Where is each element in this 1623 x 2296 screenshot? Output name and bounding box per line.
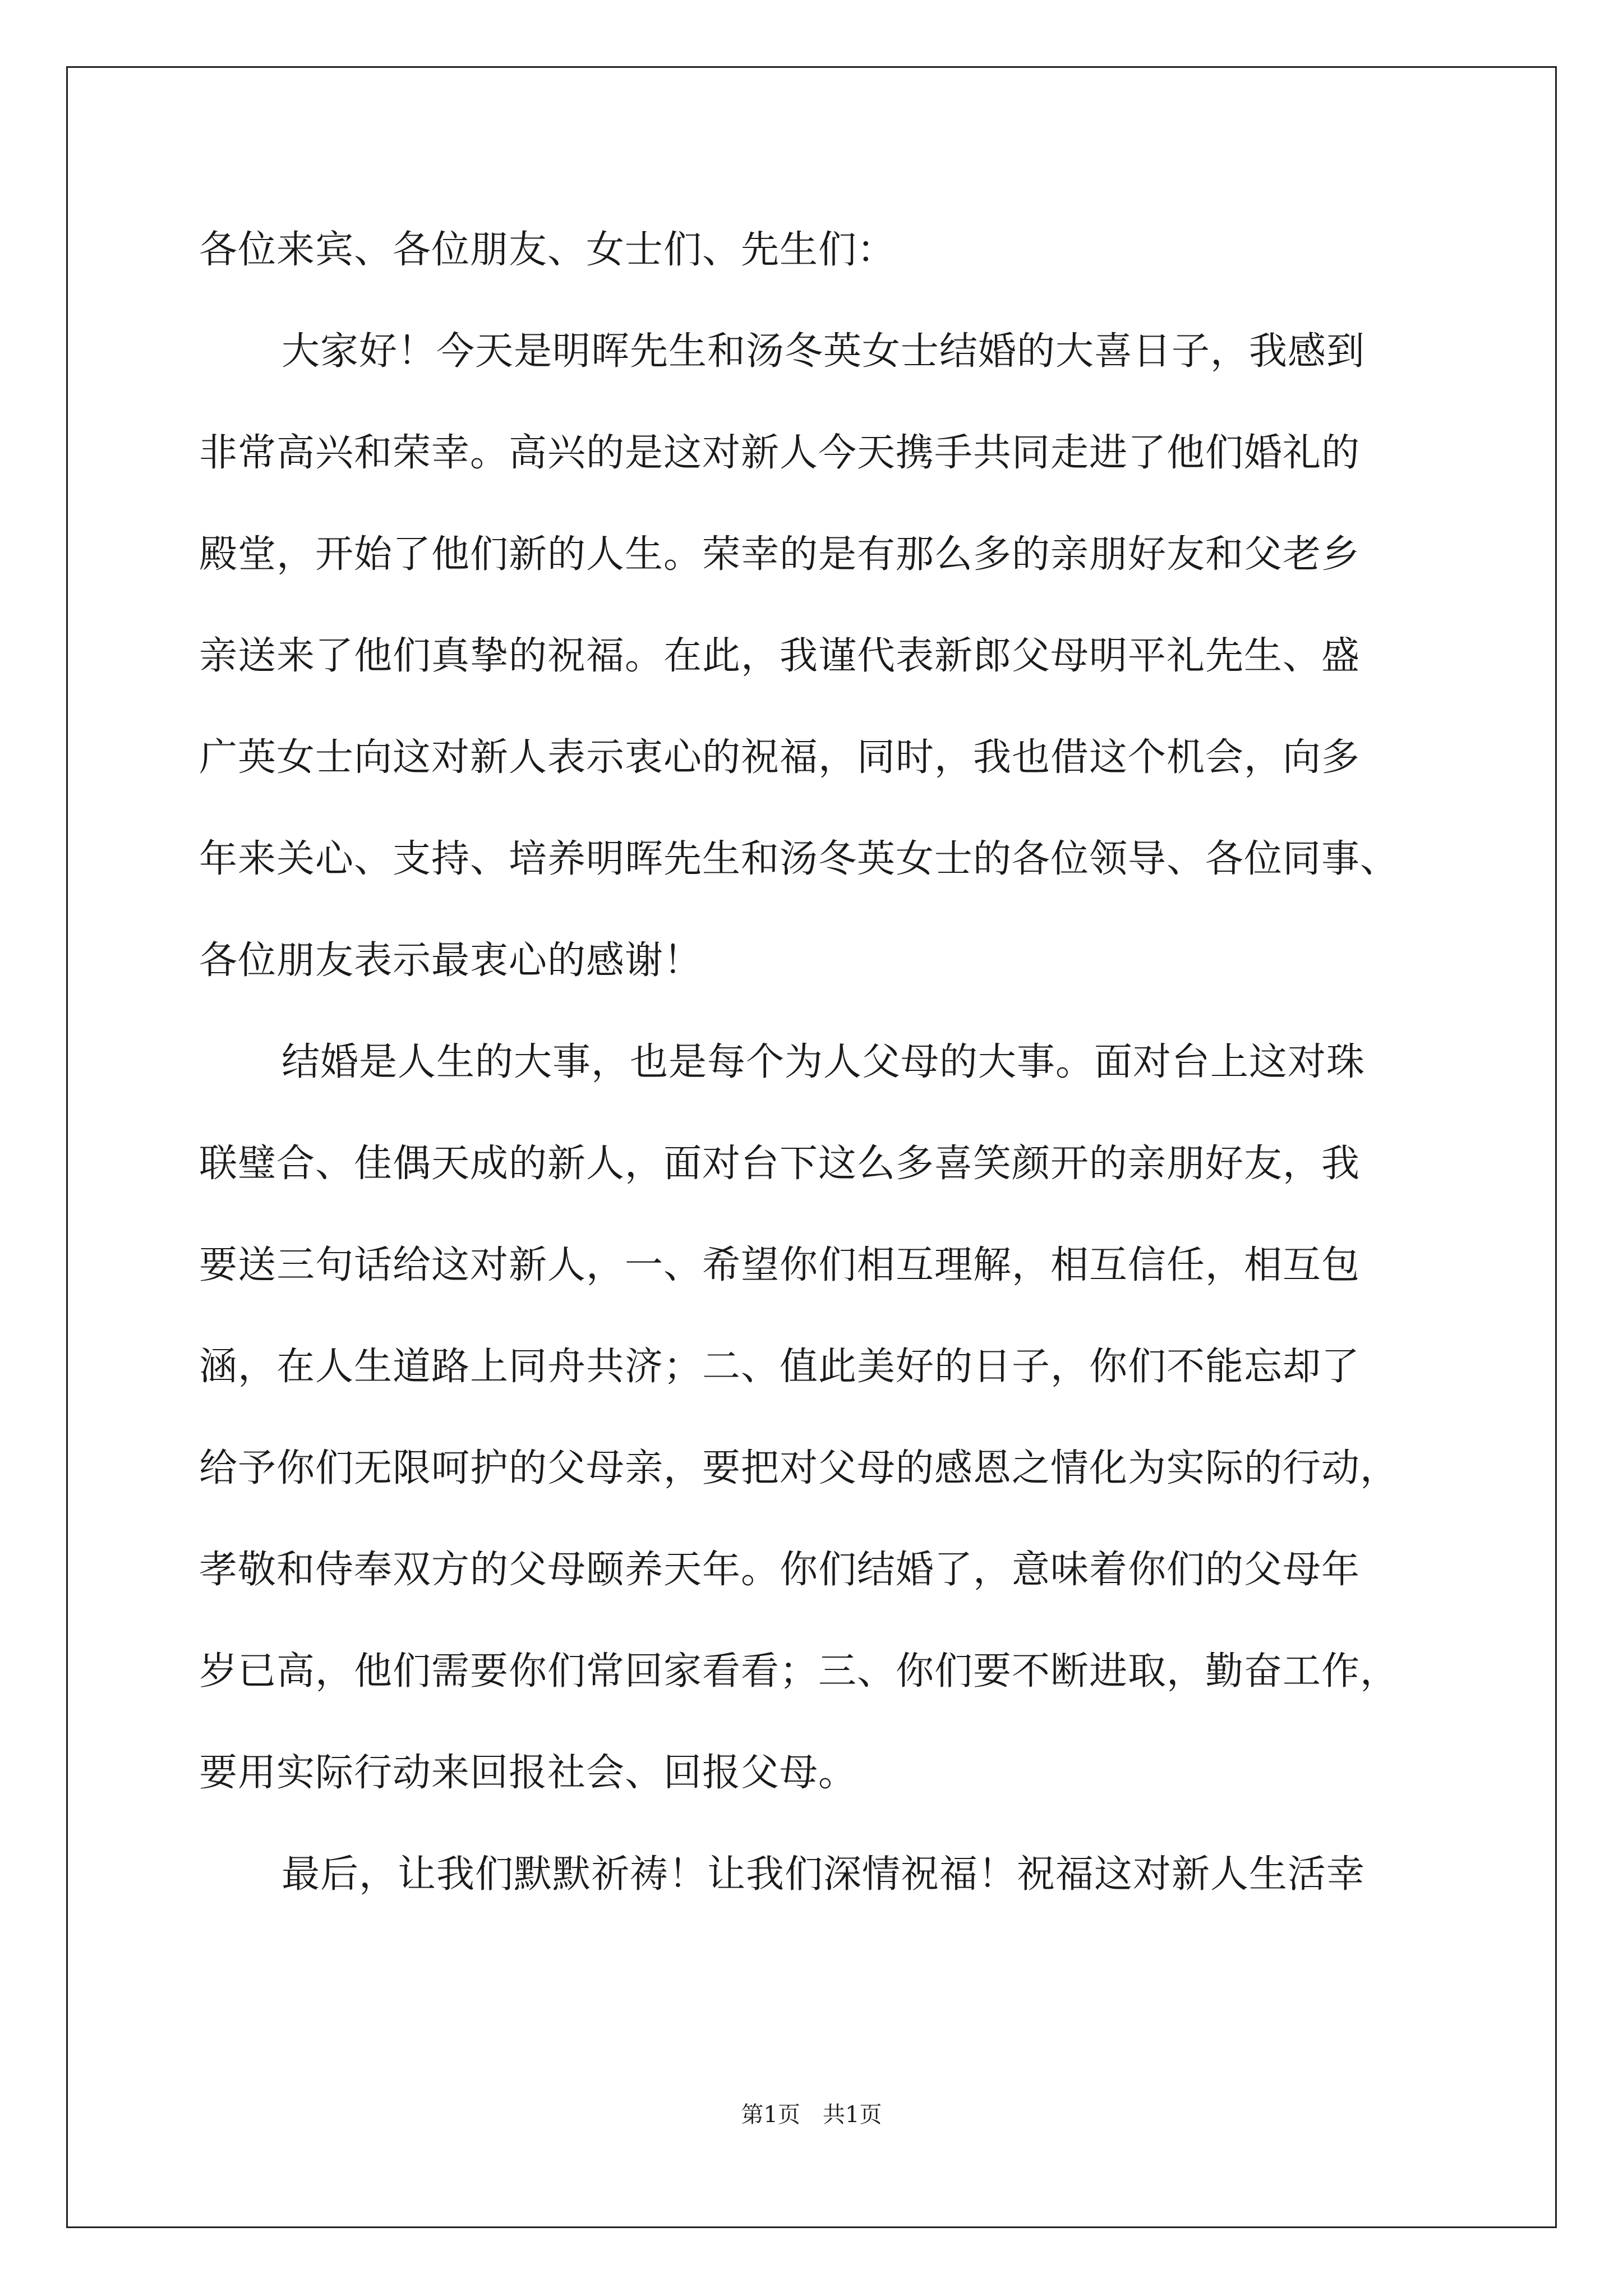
paragraph-line: 最后，让我们默默祈祷！让我们深情祝福！祝福这对新人生活幸 [282, 1852, 1366, 1897]
paragraph-line: 殿堂，开始了他们新的人生。荣幸的是有那么多的亲朋好友和父老乡 [199, 532, 1361, 577]
paragraph-line: 要送三句话给这对新人，一、希望你们相互理解，相互信任，相互包 [199, 1243, 1361, 1287]
paragraph-line: 年来关心、支持、培养明晖先生和汤冬英女士的各位领导、各位同事、 [199, 837, 1399, 881]
page-number-total: 共1页 [823, 2102, 882, 2128]
paragraph-line: 亲送来了他们真挚的祝福。在此，我谨代表新郎父母明平礼先生、盛 [199, 634, 1361, 678]
greeting-line: 各位来宾、各位朋友、女士们、先生们： [199, 228, 896, 272]
page-number-current: 第1页 [741, 2102, 800, 2128]
paragraph-line: 给予你们无限呵护的父母亲，要把对父母的感恩之情化为实际的行动， [199, 1446, 1399, 1490]
paragraph-line: 孝敬和侍奉双方的父母颐养天年。你们结婚了，意味着你们的父母年 [199, 1548, 1361, 1592]
paragraph-line: 大家好！今天是明晖先生和汤冬英女士结婚的大喜日子，我感到 [282, 329, 1366, 374]
paragraph-line: 要用实际行动来回报社会、回报父母。 [199, 1751, 857, 1795]
document-body [199, 199, 1461, 1925]
paragraph-line: 涵，在人生道路上同舟共济；二、值此美好的日子，你们不能忘却了 [199, 1345, 1361, 1389]
paragraph-line: 广英女士向这对新人表示衷心的祝福，同时，我也借这个机会，向多 [199, 735, 1361, 780]
paragraph-line: 结婚是人生的大事，也是每个为人父母的大事。面对台上这对珠 [282, 1040, 1366, 1084]
paragraph-line: 联璧合、佳偶天成的新人，面对台下这么多喜笑颜开的亲朋好友，我 [199, 1142, 1361, 1186]
paragraph-line: 非常高兴和荣幸。高兴的是这对新人今天携手共同走进了他们婚礼的 [199, 431, 1361, 475]
paragraph-line: 岁已高，他们需要你们常回家看看；三、你们要不断进取，勤奋工作， [199, 1649, 1399, 1694]
page-footer [0, 2097, 1623, 2129]
paragraph-line: 各位朋友表示最衷心的感谢！ [199, 938, 703, 983]
